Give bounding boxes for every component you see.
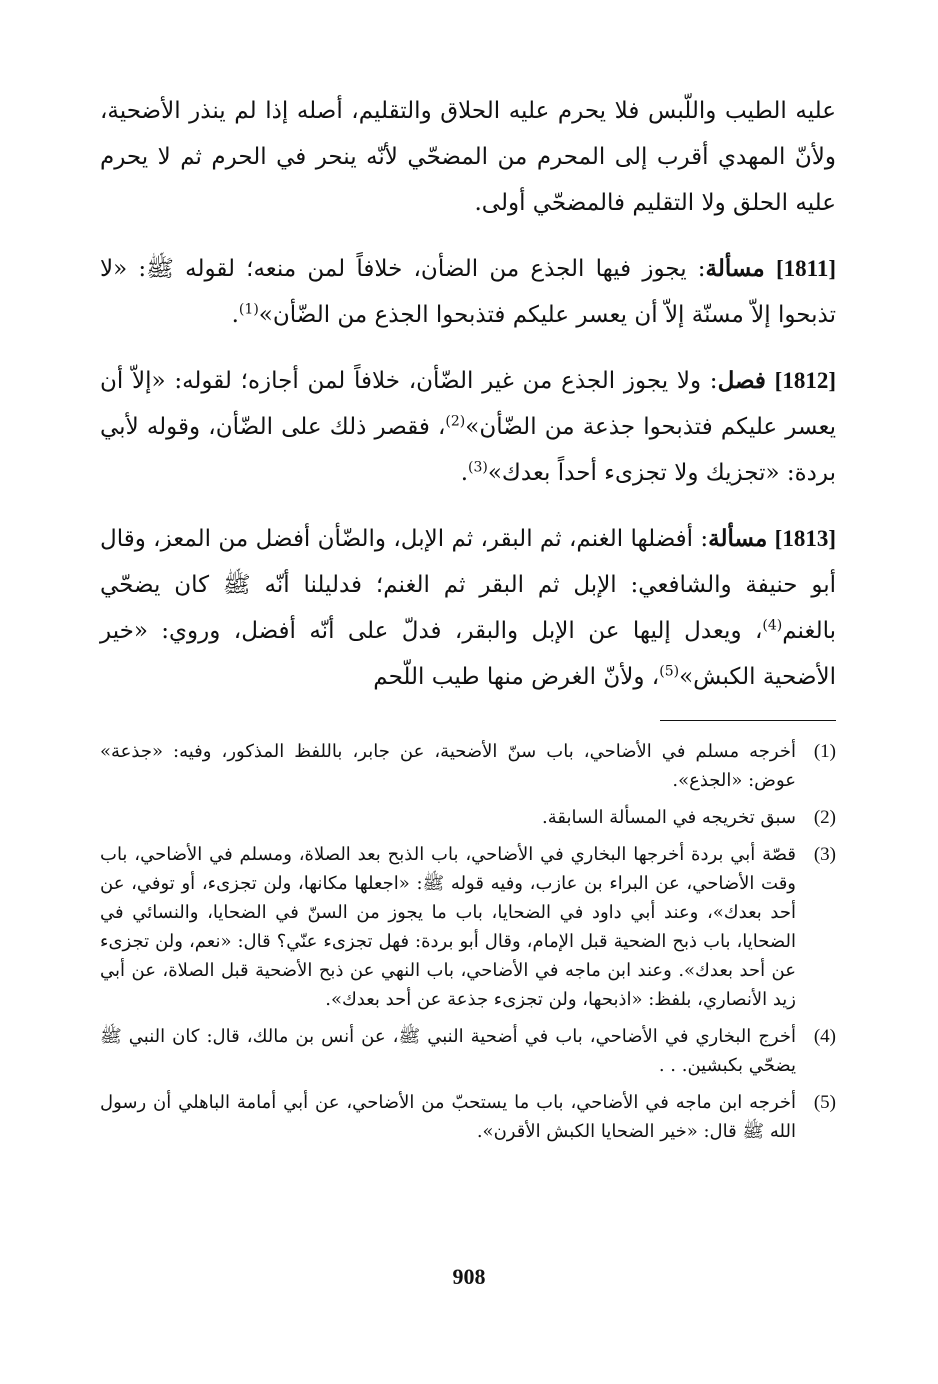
footnote-item bbox=[100, 1088, 836, 1146]
footnote-item bbox=[100, 1022, 836, 1080]
footnote-ref: (2) bbox=[445, 413, 466, 430]
footnote-ref: (3) bbox=[468, 459, 488, 476]
paragraph-text-continued: ، فقصر ذلك على الضّأن، وقوله لأبي بردة: «تجزيك ولا تجزىء أحداً بعدك» bbox=[100, 414, 836, 486]
issue-number: [1812] bbox=[774, 368, 837, 393]
footnote-ref: (1) bbox=[238, 301, 259, 318]
paragraph-intro bbox=[100, 88, 836, 226]
footnote-number: (5) bbox=[813, 1092, 836, 1113]
paragraph-tail: . bbox=[231, 302, 239, 328]
footnote-text: أخرج البخاري في الأضاحي، باب في أضحية النبي ﷺ، عن أنس بن مالك، قال: كان النبي ﷺ يضحّي بكبشين. . . bbox=[100, 1026, 796, 1076]
footnote-number: (3) bbox=[813, 844, 836, 865]
issue-keyword: مسألة bbox=[708, 525, 768, 552]
paragraph-1813 bbox=[100, 516, 836, 700]
footnote-divider bbox=[660, 720, 836, 721]
footnote-item bbox=[100, 803, 836, 832]
footnote-item bbox=[100, 840, 836, 1014]
footnote-text: أخرجه ابن ماجه في الأضاحي، باب ما يستحبّ من الأضاحي، عن أبي أمامة الباهلي أن رسول الله ﷺ قال: «خير الضحايا الكبش الأقرن». bbox=[100, 1092, 796, 1142]
paragraph-text: : أفضلها الغنم، ثم البقر، ثم الإبل، والضّأن أفضل من المعز، وقال أبو حنيفة والشافعي: الإبل ثم البقر ثم الغنم؛ فدليلنا أنّه ﷺ كان يضحّي بالغنم bbox=[100, 526, 836, 644]
footnote-ref: (4) bbox=[762, 617, 783, 634]
footnotes-list bbox=[100, 737, 836, 1146]
footnote-ref: (5) bbox=[659, 663, 680, 680]
footnote-text: قصّة أبي بردة أخرجها البخاري في الأضاحي، باب الذبح بعد الصلاة، ومسلم في الأضاحي، باب وقت الأضاحي، عن البراء بن عازب، وفيه قوله ﷺ: «اجعلها مكانها، ولن تجزىء، أو توفي، عن أحد بعدك»، وعند أبي داود في الضحايا، باب ما يجوز من السنّ في الضحايا، والنسائي في الضحايا، باب ذبح الضحية قبل الإمام، وقال أبو بردة: فهل تجزىء عنّي؟ قال: «نعم، ولن تجزىء عن أحد بعدك». وعند ابن ماجه في الأضاحي، باب النهي عن ذبح الأضحية قبل الصلاة، عن أبي زيد الأنصاري، بلفظ: «اذبحها، ولن تجزىء جذعة عن أحد بعدك». bbox=[100, 844, 797, 1010]
paragraph-tail: . bbox=[460, 460, 468, 486]
page-body bbox=[100, 88, 836, 1154]
footnote-number: (4) bbox=[813, 1026, 836, 1047]
paragraph-text: : ولا يجوز الجذع من غير الضّأن، خلافاً لمن أجازه؛ لقوله: «إلاّ أن يعسر عليكم فتذبحوا جذعة من الضّأن» bbox=[100, 368, 837, 440]
paragraph-tail: ، ولأنّ الغرض منها طيب اللّحم bbox=[373, 664, 660, 690]
issue-number: [1813] bbox=[774, 526, 836, 551]
footnote-text: أخرجه مسلم في الأضاحي، باب سنّ الأضحية، عن جابر، باللفظ المذكور، وفيه: «جذعة» عوض: «الجذع». bbox=[100, 741, 796, 791]
footnote-number: (2) bbox=[813, 807, 836, 828]
paragraph-text-continued: ، ويعدل إليها عن الإبل والبقر، فدلّ على أنّه أفضل، وروي: «خير الأضحية الكبش» bbox=[100, 618, 836, 690]
paragraph-1812 bbox=[100, 358, 836, 496]
issue-keyword: فصل bbox=[717, 367, 766, 394]
paragraph-text: عليه الطيب واللّبس فلا يحرم عليه الحلاق والتقليم، أصله إذا لم ينذر الأضحية، ولأنّ المهدي أقرب إلى المحرم من المضحّي لأنّه ينحر في الحرم ثم لا يحرم عليه الحلق ولا التقليم فالمضحّي أولى. bbox=[100, 98, 836, 216]
page-number: 908 bbox=[452, 1264, 486, 1289]
paragraph-text: : يجوز فيها الجذع من الضأن، خلافاً لمن منعه؛ لقوله ﷺ: «لا تذبحوا إلاّ مسنّة إلاّ أن يعسر عليكم فتذبحوا الجذع من الضّأن» bbox=[100, 256, 836, 328]
footnote-number: (1) bbox=[813, 741, 836, 762]
paragraph-1811 bbox=[100, 246, 836, 338]
footnote-text: سبق تخريجه في المسألة السابقة. bbox=[542, 807, 796, 828]
footnote-item bbox=[100, 737, 836, 795]
issue-number: [1811] bbox=[775, 256, 837, 281]
issue-keyword: مسألة bbox=[705, 255, 765, 282]
